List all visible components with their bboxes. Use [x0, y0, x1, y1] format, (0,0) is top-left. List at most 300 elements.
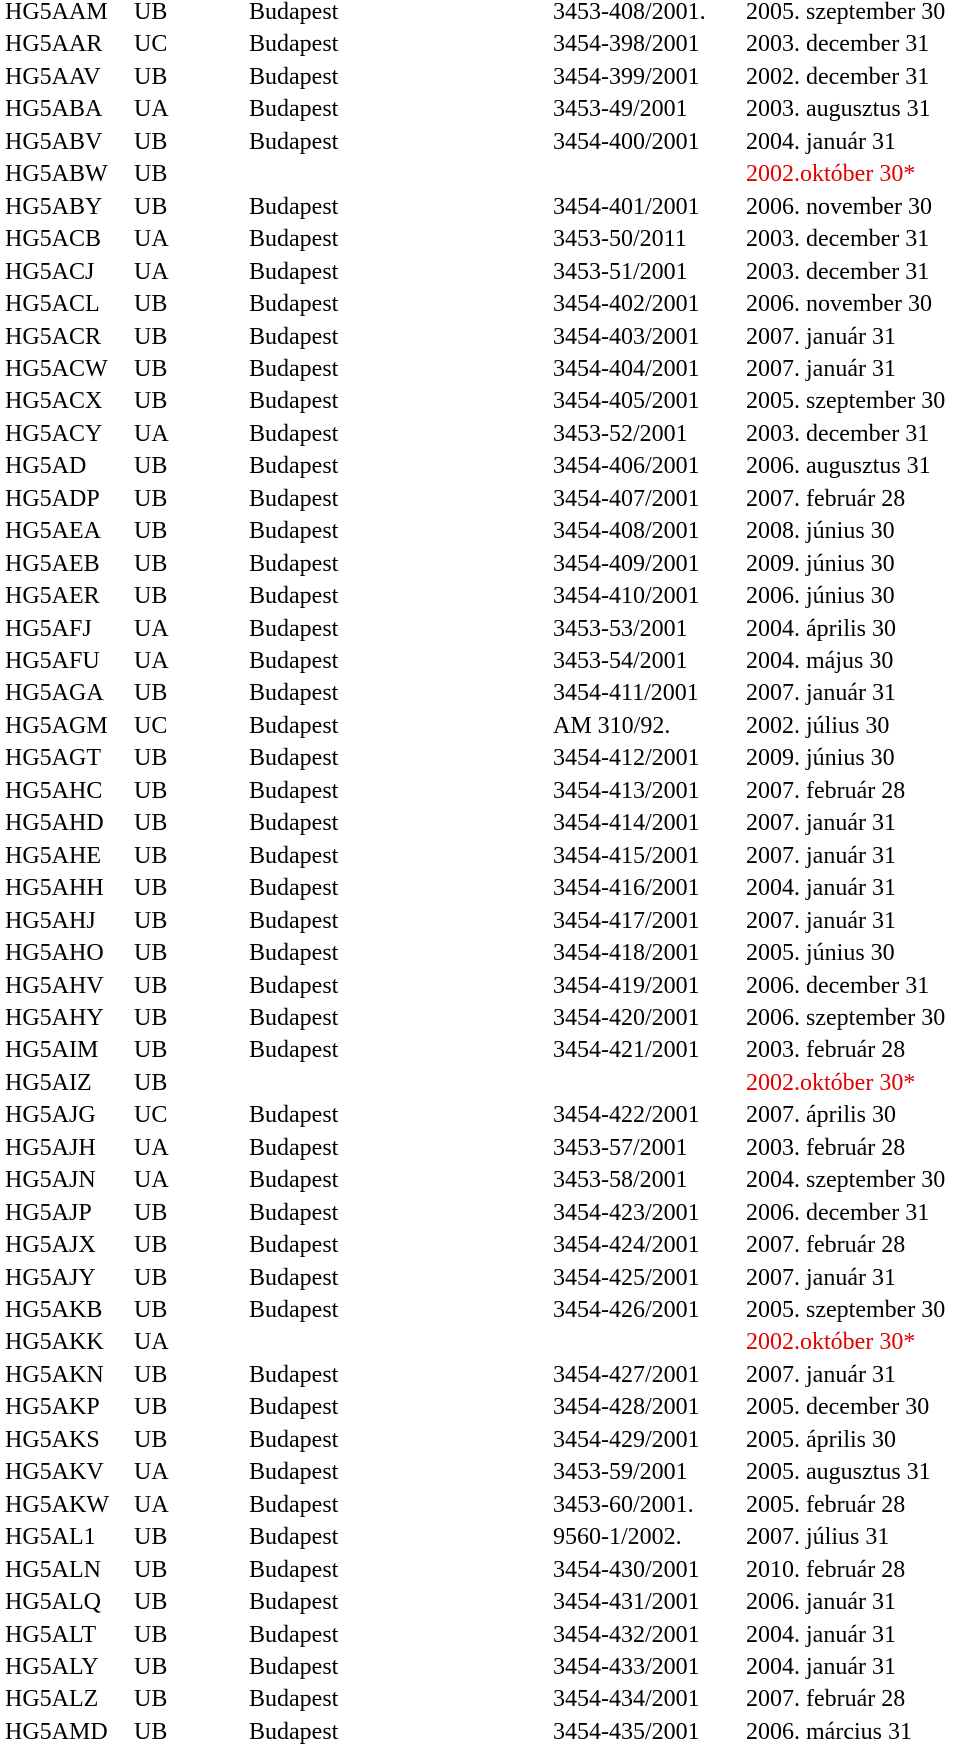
- callsign-cell: HG5ALZ: [5, 1686, 99, 1713]
- city-cell: Budapest: [249, 875, 339, 902]
- expiry-date-cell: 2003. december 31: [746, 226, 930, 253]
- callsign-cell: HG5AER: [5, 583, 100, 610]
- callsign-cell: HG5ACJ: [5, 258, 95, 285]
- license-class-cell: UB: [134, 550, 168, 577]
- city-cell: Budapest: [249, 1718, 339, 1745]
- table-row: [0, 450, 960, 482]
- table-row: [0, 1229, 960, 1261]
- callsign-cell: HG5AJN: [5, 1167, 96, 1194]
- table-row: [0, 872, 960, 904]
- city-cell: Budapest: [249, 96, 339, 123]
- table-row: [0, 742, 960, 774]
- city-cell: Budapest: [249, 583, 339, 610]
- callsign-cell: HG5AJG: [5, 1102, 96, 1129]
- expiry-date-cell: 2007. január 31: [746, 355, 896, 382]
- expiry-date-cell: 2005. február 28: [746, 1491, 906, 1518]
- city-cell: Budapest: [249, 615, 339, 642]
- license-class-cell: UC: [134, 31, 168, 58]
- license-class-cell: UB: [134, 388, 168, 415]
- table-row: [0, 1391, 960, 1423]
- city-cell: Budapest: [249, 1653, 339, 1680]
- license-number-cell: 3454-409/2001: [553, 550, 700, 577]
- city-cell: Budapest: [249, 745, 339, 772]
- license-class-cell: UA: [134, 1491, 169, 1518]
- table-row: [0, 1262, 960, 1294]
- license-class-cell: UA: [134, 615, 169, 642]
- table-row: [0, 1651, 960, 1683]
- callsign-cell: HG5AAV: [5, 63, 101, 90]
- city-cell: Budapest: [249, 31, 339, 58]
- table-row: [0, 353, 960, 385]
- license-class-cell: UB: [134, 161, 168, 188]
- table-row: [0, 1164, 960, 1196]
- city-cell: Budapest: [249, 648, 339, 674]
- expiry-date-cell: 2002. december 31: [746, 63, 930, 90]
- city-cell: Budapest: [249, 1556, 339, 1583]
- city-cell: Budapest: [249, 1134, 339, 1161]
- expiry-date-cell: 2007. február 28: [746, 777, 906, 804]
- expiry-date-cell: 2004. május 30: [746, 648, 894, 674]
- table-row: [0, 1521, 960, 1553]
- license-number-cell: 3454-402/2001: [553, 291, 700, 318]
- license-number-cell: 3454-432/2001: [553, 1621, 700, 1648]
- table-row: [0, 158, 960, 190]
- license-class-cell: UB: [134, 0, 168, 25]
- license-number-cell: 3454-406/2001: [553, 453, 700, 480]
- city-cell: Budapest: [249, 680, 339, 707]
- table-row: [0, 1294, 960, 1326]
- callsign-cell: HG5ACR: [5, 323, 102, 350]
- table-row: [0, 710, 960, 742]
- table-row: [0, 256, 960, 288]
- table-row: [0, 28, 960, 60]
- license-number-cell: 3454-403/2001: [553, 323, 700, 350]
- license-number-cell: 3453-58/2001: [553, 1167, 688, 1194]
- city-cell: Budapest: [249, 907, 339, 934]
- license-number-cell: 3454-424/2001: [553, 1232, 700, 1259]
- callsign-cell: HG5ALT: [5, 1621, 97, 1648]
- city-cell: Budapest: [249, 1361, 339, 1388]
- table-row: [0, 93, 960, 125]
- table-row: [0, 1619, 960, 1651]
- expiry-date-cell: 2002.október 30*: [746, 1329, 916, 1356]
- license-number-cell: 3454-423/2001: [553, 1199, 700, 1226]
- expiry-date-cell: 2003. február 28: [746, 1037, 906, 1064]
- license-number-cell: 3454-428/2001: [553, 1394, 700, 1421]
- callsign-cell: HG5AHD: [5, 810, 104, 837]
- city-cell: Budapest: [249, 1686, 339, 1713]
- license-class-cell: UB: [134, 1264, 168, 1291]
- callsign-cell: HG5AAM: [5, 0, 108, 25]
- table-row: [0, 483, 960, 515]
- expiry-date-cell: 2005. december 30: [746, 1394, 930, 1421]
- expiry-date-cell: 2007. január 31: [746, 842, 896, 869]
- license-number-cell: 9560-1/2002.: [553, 1524, 682, 1551]
- license-class-cell: UB: [134, 518, 168, 545]
- license-class-cell: UB: [134, 1037, 168, 1064]
- license-class-cell: UB: [134, 1232, 168, 1259]
- license-number-cell: 3454-405/2001: [553, 388, 700, 415]
- city-cell: Budapest: [249, 1589, 339, 1616]
- table-row: [0, 1002, 960, 1034]
- license-class-cell: UB: [134, 355, 168, 382]
- license-number-cell: 3454-415/2001: [553, 842, 700, 869]
- expiry-date-cell: 2004. január 31: [746, 128, 896, 155]
- expiry-date-cell: 2007. július 31: [746, 1524, 890, 1551]
- license-number-cell: 3454-430/2001: [553, 1556, 700, 1583]
- license-number-cell: 3453-54/2001: [553, 648, 688, 674]
- table-row: [0, 970, 960, 1002]
- callsign-cell: HG5AJP: [5, 1199, 92, 1226]
- license-class-cell: UB: [134, 745, 168, 772]
- table-row: [0, 645, 960, 677]
- expiry-date-cell: 2009. június 30: [746, 745, 895, 772]
- expiry-date-cell: 2003. december 31: [746, 420, 930, 447]
- license-number-cell: 3454-417/2001: [553, 907, 700, 934]
- city-cell: Budapest: [249, 1426, 339, 1453]
- expiry-date-cell: 2006. március 31: [746, 1718, 912, 1745]
- expiry-date-cell: 2006. január 31: [746, 1589, 896, 1616]
- city-cell: Budapest: [249, 226, 339, 253]
- city-cell: Budapest: [249, 972, 339, 999]
- expiry-date-cell: 2003. február 28: [746, 1134, 906, 1161]
- expiry-date-cell: 2004. január 31: [746, 1621, 896, 1648]
- callsign-cell: HG5AHO: [5, 940, 104, 967]
- callsign-cell: HG5AHJ: [5, 907, 96, 934]
- license-class-cell: UB: [134, 1361, 168, 1388]
- license-number-cell: 3453-52/2001: [553, 420, 688, 447]
- license-number-cell: AM 310/92.: [553, 712, 671, 739]
- callsign-cell: HG5AKW: [5, 1491, 109, 1518]
- table-row: [0, 1716, 960, 1748]
- license-class-cell: UB: [134, 1297, 168, 1323]
- city-cell: Budapest: [249, 388, 339, 415]
- license-number-cell: 3453-53/2001: [553, 615, 688, 642]
- license-number-cell: 3454-404/2001: [553, 355, 700, 382]
- table-row: [0, 677, 960, 709]
- license-class-cell: UB: [134, 291, 168, 318]
- callsign-cell: HG5AKK: [5, 1329, 104, 1356]
- expiry-date-cell: 2004. január 31: [746, 1653, 896, 1680]
- city-cell: Budapest: [249, 63, 339, 90]
- license-number-cell: 3454-400/2001: [553, 128, 700, 155]
- city-cell: Budapest: [249, 940, 339, 967]
- license-number-cell: 3453-408/2001.: [553, 0, 706, 25]
- expiry-date-cell: 2003. december 31: [746, 258, 930, 285]
- callsign-cell: HG5AKP: [5, 1394, 100, 1421]
- license-number-cell: 3453-57/2001: [553, 1134, 688, 1161]
- license-number-cell: 3454-420/2001: [553, 1004, 700, 1031]
- callsign-cell: HG5ABW: [5, 161, 108, 188]
- license-class-cell: UA: [134, 258, 169, 285]
- callsign-cell: HG5AKV: [5, 1459, 104, 1486]
- license-class-cell: UB: [134, 128, 168, 155]
- city-cell: Budapest: [249, 485, 339, 512]
- callsign-cell: HG5AL1: [5, 1524, 96, 1551]
- city-cell: Budapest: [249, 1167, 339, 1194]
- city-cell: Budapest: [249, 323, 339, 350]
- expiry-date-cell: 2006. június 30: [746, 583, 895, 610]
- city-cell: Budapest: [249, 1264, 339, 1291]
- callsign-cell: HG5ACW: [5, 355, 108, 382]
- expiry-date-cell: 2002.október 30*: [746, 161, 916, 188]
- license-number-cell: 3454-422/2001: [553, 1102, 700, 1129]
- license-class-cell: UB: [134, 1004, 168, 1031]
- license-number-cell: 3454-407/2001: [553, 485, 700, 512]
- license-class-cell: UB: [134, 875, 168, 902]
- city-cell: Budapest: [249, 712, 339, 739]
- table-row: [0, 385, 960, 417]
- license-number-cell: 3454-408/2001: [553, 518, 700, 545]
- license-number-cell: 3454-426/2001: [553, 1297, 700, 1323]
- callsign-cell: HG5AKB: [5, 1297, 103, 1323]
- license-class-cell: UB: [134, 907, 168, 934]
- license-number-cell: 3454-410/2001: [553, 583, 700, 610]
- table-row: [0, 223, 960, 255]
- city-cell: Budapest: [249, 1297, 339, 1323]
- expiry-date-cell: 2004. január 31: [746, 875, 896, 902]
- license-number-cell: 3454-427/2001: [553, 1361, 700, 1388]
- expiry-date-cell: 2010. február 28: [746, 1556, 906, 1583]
- table-row: [0, 288, 960, 320]
- license-class-cell: UB: [134, 1426, 168, 1453]
- table-row: [0, 1034, 960, 1066]
- table-row: [0, 1554, 960, 1586]
- license-class-cell: UA: [134, 1134, 169, 1161]
- callsign-cell: HG5ALN: [5, 1556, 101, 1583]
- license-number-cell: 3453-60/2001.: [553, 1491, 694, 1518]
- expiry-date-cell: 2005. augusztus 31: [746, 1459, 931, 1486]
- license-number-cell: 3454-419/2001: [553, 972, 700, 999]
- expiry-date-cell: 2003. december 31: [746, 31, 930, 58]
- license-number-cell: 3454-425/2001: [553, 1264, 700, 1291]
- callsign-cell: HG5AEB: [5, 550, 100, 577]
- expiry-date-cell: 2007. január 31: [746, 323, 896, 350]
- license-class-cell: UB: [134, 972, 168, 999]
- table-row: [0, 1489, 960, 1521]
- city-cell: Budapest: [249, 1394, 339, 1421]
- license-number-cell: 3454-418/2001: [553, 940, 700, 967]
- license-class-cell: UA: [134, 1167, 169, 1194]
- license-class-cell: UB: [134, 1589, 168, 1616]
- city-cell: Budapest: [249, 0, 339, 25]
- callsign-cell: HG5ACL: [5, 291, 100, 318]
- callsign-cell: HG5AJY: [5, 1264, 96, 1291]
- table-row: [0, 321, 960, 353]
- license-class-cell: UA: [134, 96, 169, 123]
- expiry-date-cell: 2005. június 30: [746, 940, 895, 967]
- callsign-cell: HG5AEA: [5, 518, 101, 545]
- license-class-cell: UB: [134, 1394, 168, 1421]
- expiry-date-cell: 2002. július 30: [746, 712, 890, 739]
- license-number-cell: 3453-59/2001: [553, 1459, 688, 1486]
- callsign-cell: HG5AFJ: [5, 615, 92, 642]
- license-class-cell: UB: [134, 1556, 168, 1583]
- table-row: [0, 1586, 960, 1618]
- license-class-cell: UB: [134, 1199, 168, 1226]
- callsign-cell: HG5ALQ: [5, 1589, 101, 1616]
- license-number-cell: 3454-433/2001: [553, 1653, 700, 1680]
- table-row: [0, 807, 960, 839]
- license-class-cell: UB: [134, 680, 168, 707]
- table-row: [0, 580, 960, 612]
- city-cell: Budapest: [249, 193, 339, 220]
- callsign-cell: HG5ACX: [5, 388, 103, 415]
- callsign-cell: HG5ALY: [5, 1653, 99, 1680]
- callsign-cell: HG5AKS: [5, 1426, 100, 1453]
- license-number-cell: 3454-398/2001: [553, 31, 700, 58]
- city-cell: Budapest: [249, 128, 339, 155]
- expiry-date-cell: 2007. február 28: [746, 1232, 906, 1259]
- license-class-cell: UB: [134, 810, 168, 837]
- city-cell: Budapest: [249, 1102, 339, 1129]
- license-number-cell: 3454-401/2001: [553, 193, 700, 220]
- table-row: [0, 418, 960, 450]
- expiry-date-cell: 2005. április 30: [746, 1426, 896, 1453]
- callsign-cell: HG5AHE: [5, 842, 101, 869]
- license-class-cell: UB: [134, 1621, 168, 1648]
- callsign-cell: HG5AIZ: [5, 1069, 92, 1096]
- city-cell: Budapest: [249, 810, 339, 837]
- license-class-cell: UC: [134, 1102, 168, 1129]
- table-row: [0, 905, 960, 937]
- license-class-cell: UB: [134, 453, 168, 480]
- expiry-date-cell: 2004. április 30: [746, 615, 896, 642]
- callsign-cell: HG5AJX: [5, 1232, 96, 1259]
- license-number-cell: 3453-50/2011: [553, 226, 687, 253]
- license-class-cell: UB: [134, 485, 168, 512]
- city-cell: Budapest: [249, 355, 339, 382]
- table-row: [0, 1456, 960, 1488]
- callsign-cell: HG5AGM: [5, 712, 108, 739]
- license-class-cell: UA: [134, 1459, 169, 1486]
- license-class-cell: UB: [134, 777, 168, 804]
- expiry-date-cell: 2008. június 30: [746, 518, 895, 545]
- expiry-date-cell: 2004. szeptember 30: [746, 1167, 946, 1194]
- city-cell: Budapest: [249, 291, 339, 318]
- callsign-cell: HG5AHY: [5, 1004, 104, 1031]
- expiry-date-cell: 2006. november 30: [746, 291, 932, 318]
- city-cell: Budapest: [249, 1037, 339, 1064]
- license-number-cell: 3454-434/2001: [553, 1686, 700, 1713]
- license-class-cell: UB: [134, 1069, 168, 1096]
- license-number-cell: 3454-416/2001: [553, 875, 700, 902]
- callsign-cell: HG5AKN: [5, 1361, 104, 1388]
- license-class-cell: UC: [134, 712, 168, 739]
- table-row: [0, 61, 960, 93]
- expiry-date-cell: 2007. január 31: [746, 680, 896, 707]
- expiry-date-cell: 2007. február 28: [746, 1686, 906, 1713]
- callsign-cell: HG5AFU: [5, 648, 100, 674]
- expiry-date-cell: 2009. június 30: [746, 550, 895, 577]
- callsign-cell: HG5AGA: [5, 680, 104, 707]
- table-row: [0, 126, 960, 158]
- expiry-date-cell: 2003. augusztus 31: [746, 96, 931, 123]
- table-row: [0, 937, 960, 969]
- city-cell: Budapest: [249, 1004, 339, 1031]
- expiry-date-cell: 2006. december 31: [746, 972, 930, 999]
- table-row: [0, 1326, 960, 1358]
- callsign-cell: HG5ADP: [5, 485, 100, 512]
- expiry-date-cell: 2007. január 31: [746, 810, 896, 837]
- license-class-cell: UB: [134, 323, 168, 350]
- table-row: [0, 548, 960, 580]
- table-row: [0, 1424, 960, 1456]
- callsign-cell: HG5ACB: [5, 226, 102, 253]
- city-cell: Budapest: [249, 1232, 339, 1259]
- callsign-cell: HG5AHV: [5, 972, 104, 999]
- callsign-cell: HG5AAR: [5, 31, 103, 58]
- table-row: [0, 613, 960, 645]
- table-row: [0, 515, 960, 547]
- license-number-cell: 3454-429/2001: [553, 1426, 700, 1453]
- city-cell: Budapest: [249, 258, 339, 285]
- callsign-cell: HG5AMD: [5, 1718, 108, 1745]
- callsign-cell: HG5ABV: [5, 128, 103, 155]
- city-cell: Budapest: [249, 1621, 339, 1648]
- table-row: [0, 1099, 960, 1131]
- callsign-cell: HG5AHH: [5, 875, 104, 902]
- table-row: [0, 1197, 960, 1229]
- table-row: [0, 775, 960, 807]
- city-cell: Budapest: [249, 1459, 339, 1486]
- city-cell: Budapest: [249, 842, 339, 869]
- expiry-date-cell: 2006. augusztus 31: [746, 453, 931, 480]
- table-row: [0, 0, 960, 28]
- city-cell: Budapest: [249, 777, 339, 804]
- license-class-cell: UB: [134, 1718, 168, 1745]
- license-class-cell: UB: [134, 193, 168, 220]
- license-class-cell: UB: [134, 1524, 168, 1551]
- callsign-cell: HG5AHC: [5, 777, 103, 804]
- city-cell: Budapest: [249, 1491, 339, 1518]
- license-number-cell: 3453-49/2001: [553, 96, 688, 123]
- callsign-cell: HG5ABY: [5, 193, 103, 220]
- city-cell: Budapest: [249, 1524, 339, 1551]
- expiry-date-cell: 2005. szeptember 30: [746, 0, 946, 25]
- callsign-cell: HG5AD: [5, 453, 87, 480]
- callsign-cell: HG5ABA: [5, 96, 103, 123]
- license-number-cell: 3454-412/2001: [553, 745, 700, 772]
- license-number-cell: 3454-435/2001: [553, 1718, 700, 1745]
- license-class-cell: UA: [134, 420, 169, 447]
- expiry-date-cell: 2002.október 30*: [746, 1069, 916, 1096]
- table-row: [0, 840, 960, 872]
- license-class-cell: UB: [134, 63, 168, 90]
- expiry-date-cell: 2007. január 31: [746, 1264, 896, 1291]
- expiry-date-cell: 2006. november 30: [746, 193, 932, 220]
- license-number-cell: 3454-411/2001: [553, 680, 699, 707]
- license-class-cell: UA: [134, 648, 169, 674]
- table-row: [0, 1067, 960, 1099]
- license-number-cell: 3454-399/2001: [553, 63, 700, 90]
- city-cell: Budapest: [249, 420, 339, 447]
- city-cell: Budapest: [249, 518, 339, 545]
- license-number-cell: 3454-413/2001: [553, 777, 700, 804]
- table-row: [0, 1683, 960, 1715]
- expiry-date-cell: 2007. február 28: [746, 485, 906, 512]
- expiry-date-cell: 2006. szeptember 30: [746, 1004, 946, 1031]
- license-class-cell: UB: [134, 842, 168, 869]
- license-number-cell: 3454-421/2001: [553, 1037, 700, 1064]
- expiry-date-cell: 2005. szeptember 30: [746, 1297, 946, 1323]
- license-class-cell: UA: [134, 1329, 169, 1356]
- callsign-cell: HG5AGT: [5, 745, 101, 772]
- expiry-date-cell: 2007. január 31: [746, 1361, 896, 1388]
- license-class-cell: UB: [134, 583, 168, 610]
- callsign-cell: HG5AJH: [5, 1134, 96, 1161]
- city-cell: Budapest: [249, 453, 339, 480]
